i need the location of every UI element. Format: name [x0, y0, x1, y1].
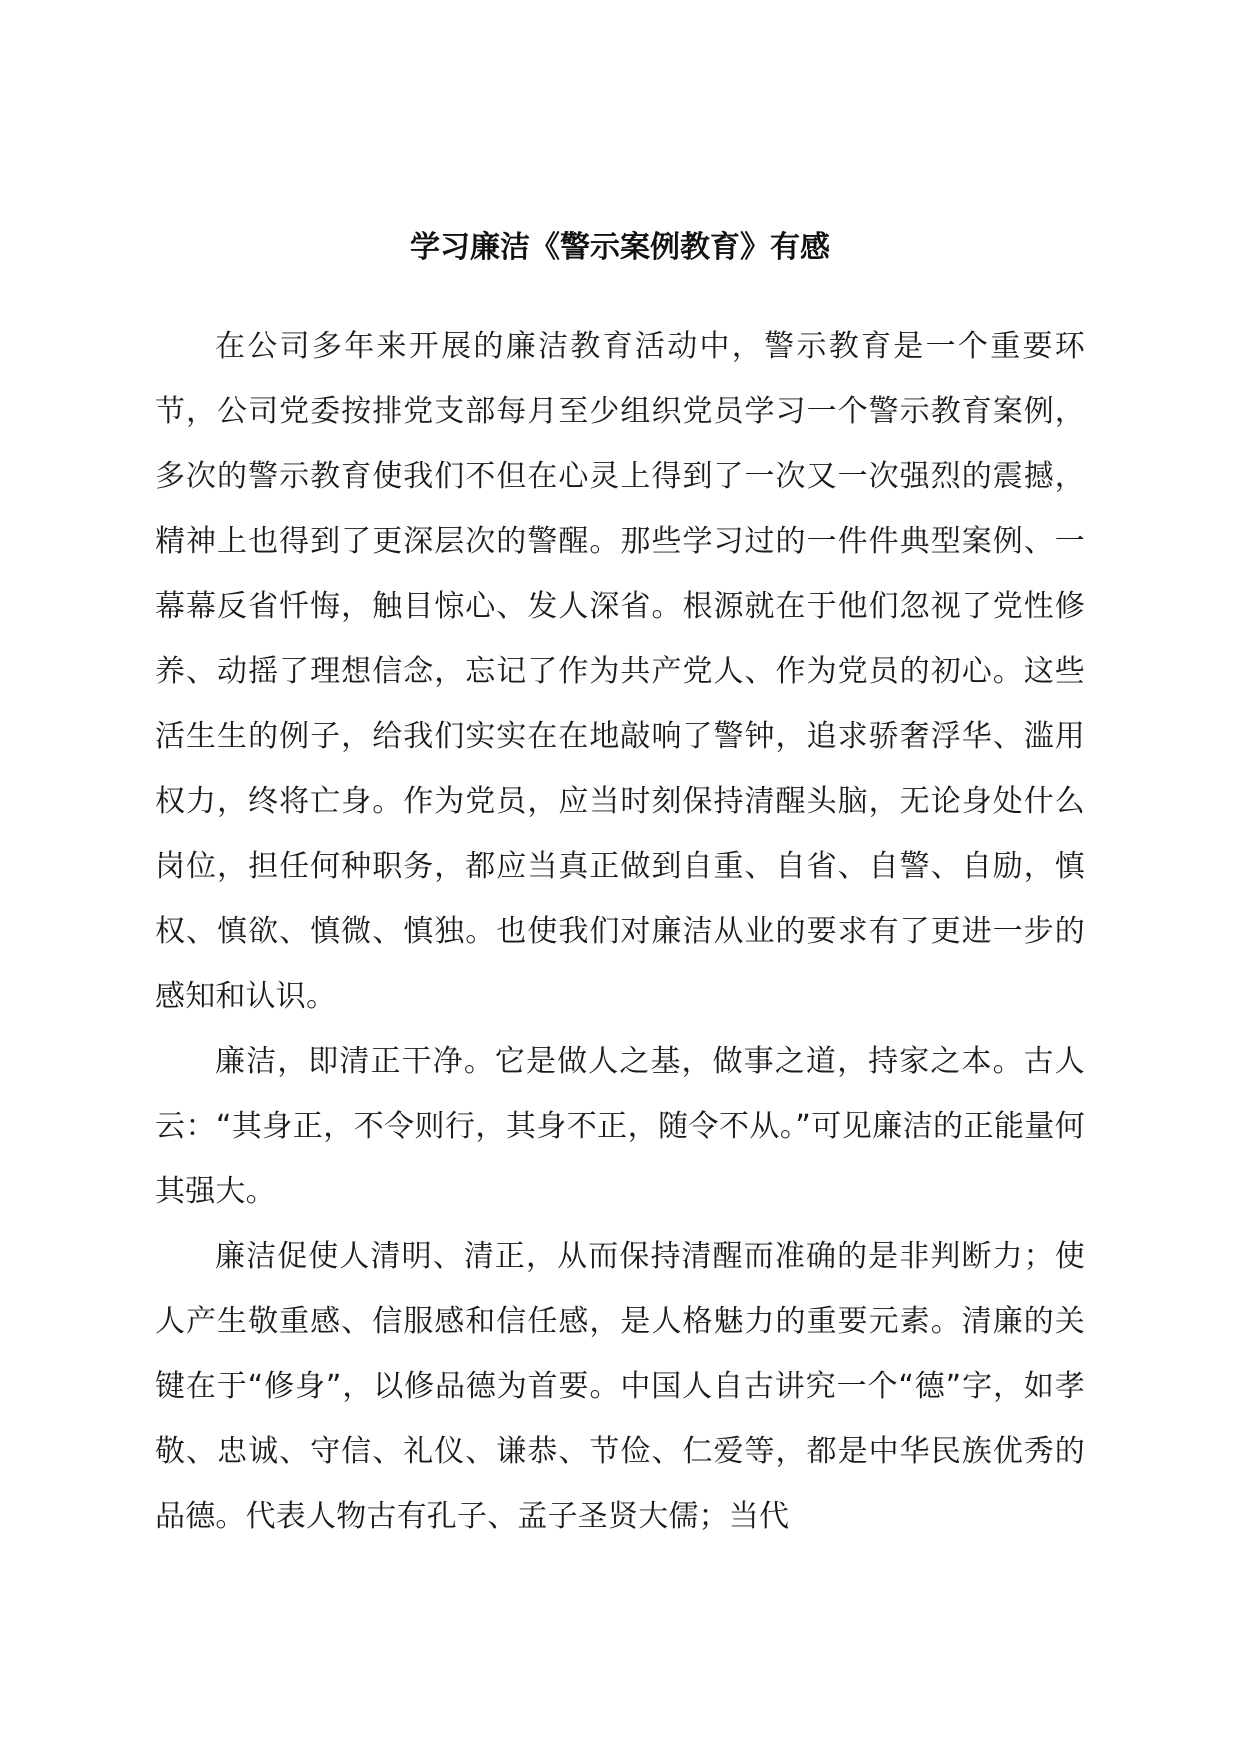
paragraph-3: 廉洁促使人清明、清正，从而保持清醒而准确的是非判断力；使人产生敬重感、信服感和信任感，是人格魅力的重要元素。清廉的关键在于“修身”，以修品德为首要。中国人自古讲究一个“德”字，如孝敬、忠诚、守信、礼仪、谦恭、节俭、仁爱等，都是中华民族优秀的品德。代表人物古有孔子、孟子圣贤大儒；当代	[155, 1239, 1085, 1534]
paragraph-2: 廉洁，即清正干净。它是做人之基，做事之道，持家之本。古人云：“其身正，不令则行，其身不正，随令不从。”可见廉洁的正能量何其强大。	[155, 1044, 1085, 1209]
document-title: 学习廉洁《警示案例教育》有感	[410, 230, 830, 265]
document-body	[155, 314, 1085, 1549]
paragraph-1: 在公司多年来开展的廉洁教育活动中，警示教育是一个重要环节，公司党委按排党支部每月至少组织党员学习一个警示教育案例，多次的警示教育使我们不但在心灵上得到了一次又一次强烈的震撼，精神上也得到了更深层次的警醒。那些学习过的一件件典型案例、一幕幕反省忏悔，触目惊心、发人深省。根源就在于他们忽视了党性修养、动摇了理想信念，忘记了作为共产党人、作为党员的初心。这些活生生的例子，给我们实实在在地敲响了警钟，追求骄奢浮华、滥用权力，终将亡身。作为党员，应当时刻保持清醒头脑，无论身处什么岗位，担任何种职务，都应当真正做到自重、自省、自警、自励，慎权、慎欲、慎微、慎独。也使我们对廉洁从业的要求有了更进一步的感知和认识。	[155, 329, 1085, 1014]
